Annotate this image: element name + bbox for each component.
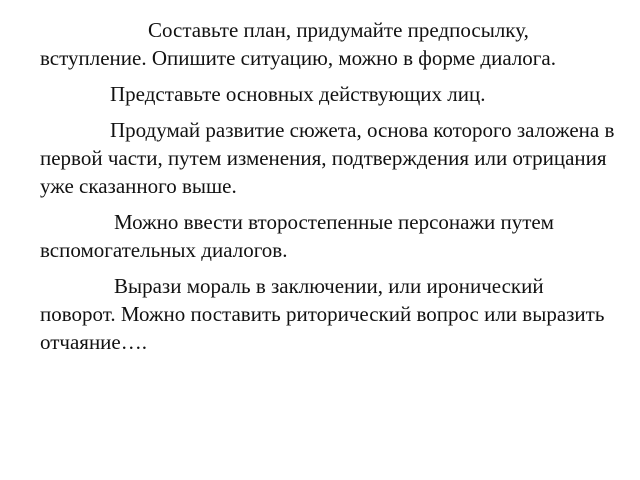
paragraph-characters: Представьте основных действующих лиц.: [110, 82, 486, 106]
paragraph-secondary-characters: Можно ввести второстепенные персонажи путем вспомогательных диалогов.: [40, 210, 554, 262]
paragraph-moral: Вырази мораль в заключении, или иронический поворот. Можно поставить риторический вопрос или выразить отчаяние….: [40, 274, 605, 354]
paragraph-plan: Составьте план, придумайте предпосылку, вступление. Опишите ситуацию, можно в форме диалога.: [40, 18, 556, 70]
paragraph-plot: Продумай развитие сюжета, основа которого заложена в первой части, путем изменения, подтверждения или отрицания уже сказанного выше.: [40, 118, 615, 198]
